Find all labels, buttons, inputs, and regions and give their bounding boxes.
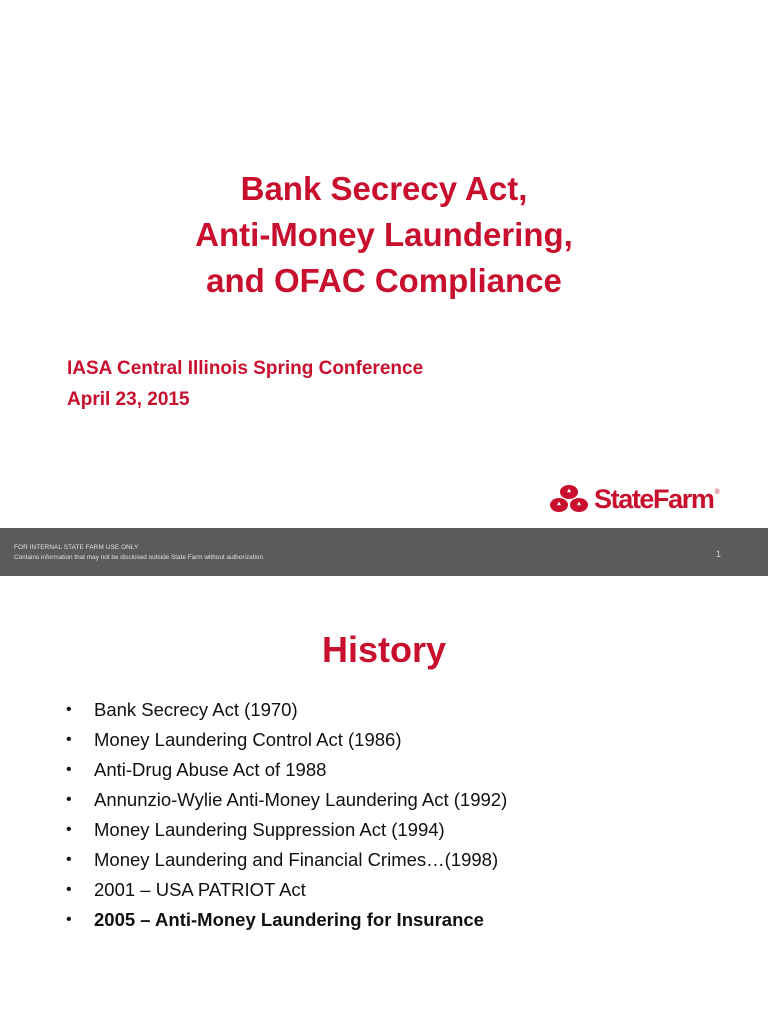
history-bullet-item	[0, 815, 768, 845]
slide-1-title	[0, 166, 768, 304]
registered-mark: ®	[714, 489, 720, 496]
bullet-dot-icon: •	[66, 731, 72, 748]
history-bullet-item	[0, 905, 768, 935]
bullet-dot-icon: •	[66, 881, 72, 898]
history-bullet-item	[0, 725, 768, 755]
conference-name: IASA Central Illinois Spring Conference	[67, 358, 424, 379]
bullet-dot-icon: •	[66, 911, 72, 928]
title-line-3: and OFAC Compliance	[206, 262, 562, 299]
slide-footer	[0, 528, 768, 576]
history-bullet-item	[0, 875, 768, 905]
history-bullet-item	[0, 695, 768, 725]
footer-disclaimer: Contains information that may not be disclosed outside State Farm without authorization	[14, 554, 264, 561]
bullet-dot-icon: •	[66, 701, 72, 718]
bullet-dot-icon: •	[66, 761, 72, 778]
bullet-text: Money Laundering and Financial Crimes…(1998)	[94, 849, 499, 870]
logo-wordmark: StateFarm	[594, 484, 714, 514]
bullet-text: Annunzio-Wylie Anti-Money Laundering Act (1992)	[94, 789, 508, 810]
history-bullet-item	[0, 785, 768, 815]
conference-date: April 23, 2015	[67, 389, 190, 410]
footer-confidentiality: FOR INTERNAL STATE FARM USE ONLY	[14, 544, 139, 551]
bullet-dot-icon: •	[66, 791, 72, 808]
page-number: 1	[715, 549, 721, 559]
history-bullet-list	[0, 695, 768, 935]
three-ovals-logo-icon	[548, 484, 590, 514]
bullet-text: Money Laundering Suppression Act (1994)	[94, 819, 445, 840]
bullet-text: Bank Secrecy Act (1970)	[94, 699, 298, 720]
history-bullet-item	[0, 845, 768, 875]
bullet-dot-icon: •	[66, 851, 72, 868]
bullet-text: Money Laundering Control Act (1986)	[94, 729, 402, 750]
bullet-text: Anti-Drug Abuse Act of 1988	[94, 759, 327, 780]
bullet-dot-icon: •	[66, 821, 72, 838]
statefarm-logo	[548, 481, 720, 517]
bullet-text: 2001 – USA PATRIOT Act	[94, 879, 306, 900]
bullet-text: 2005 – Anti-Money Laundering for Insurance	[94, 909, 484, 930]
title-line-2: Anti-Money Laundering,	[195, 216, 573, 253]
slide-2	[0, 576, 768, 1024]
history-bullet-item	[0, 755, 768, 785]
title-line-1: Bank Secrecy Act,	[240, 170, 528, 207]
slide-2-title: History	[321, 629, 447, 670]
